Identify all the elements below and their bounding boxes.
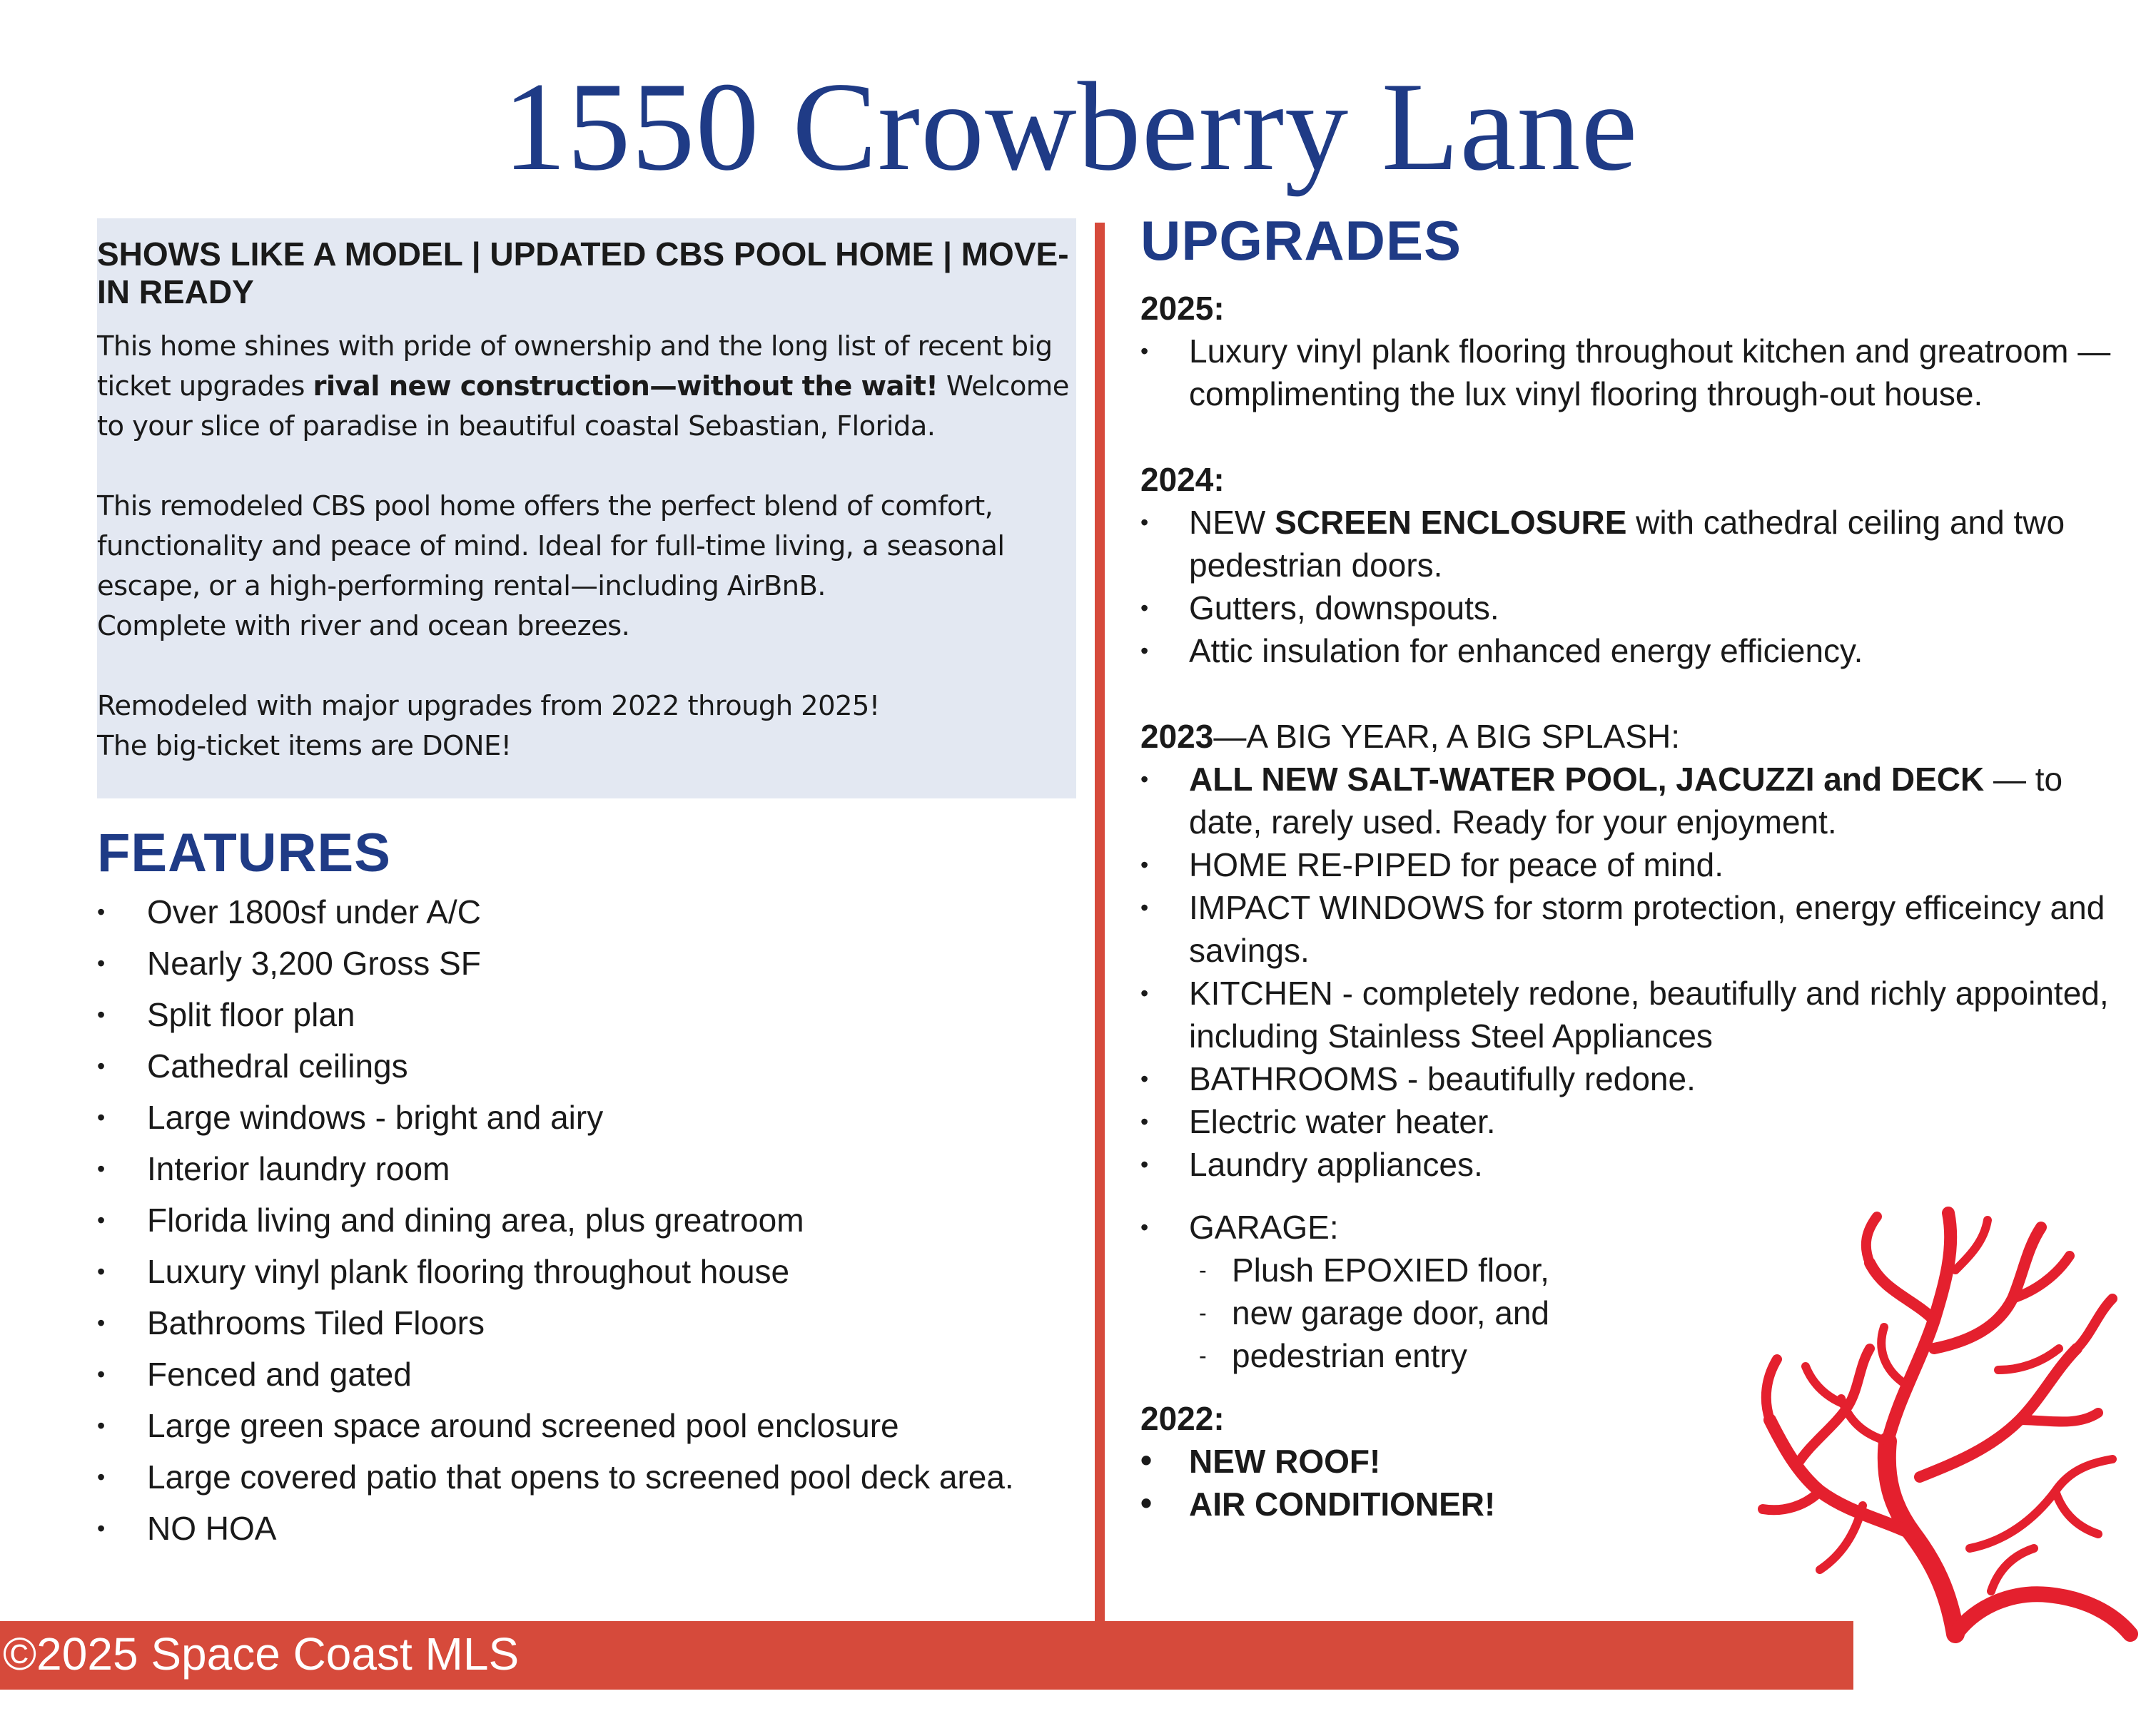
feature-item: • Interior laundry room	[97, 1147, 1014, 1199]
intro-p1-text-b: Welcome to your slice of paradise in beautiful coastal Sebastian, Florida.	[97, 370, 1069, 442]
feature-item: • Over 1800sf under A/C	[97, 890, 1014, 942]
footer-copyright: ©2025 Space Coast MLS	[3, 1628, 520, 1680]
intro-p1-text-a: This home shines with pride of ownership and the long list of recent big ticket upgrades	[97, 330, 1053, 402]
feature-item: • Nearly 3,200 Gross SF	[97, 942, 1014, 993]
feature-item: • Large windows - bright and airy	[97, 1096, 1014, 1147]
upgrade-item: • Electric water heater.	[1140, 1100, 2125, 1143]
feature-item: • Cathedral ceilings	[97, 1045, 1014, 1096]
intro-p1-bold: rival new construction—without the wait!	[313, 370, 938, 402]
garage-subitem: - Plush EPOXIED floor,	[1189, 1249, 2125, 1291]
year-2025-label: 2025:	[1140, 290, 1225, 327]
feature-item: • Fenced and gated	[97, 1353, 1014, 1404]
features-title: FEATURES	[97, 823, 391, 883]
feature-item: • Bathrooms Tiled Floors	[97, 1301, 1014, 1353]
year-2023-label	[1140, 715, 2125, 758]
features-list	[97, 890, 1014, 1558]
upgrade-item: • Luxury vinyl plank flooring throughout kitchen and greatroom —complimenting the lux vinyl flooring through-out house.	[1140, 330, 2125, 415]
upgrade-item: • HOME RE-PIPED for peace of mind.	[1140, 843, 2125, 886]
upgrade-item	[1140, 501, 2125, 587]
intro-paragraph-3: Remodeled with major upgrades from 2022 through 2025! The big-ticket items are DONE!	[97, 690, 880, 762]
column-divider	[1095, 223, 1105, 1624]
garage-subitem: - new garage door, and	[1189, 1291, 2125, 1334]
upgrade-item: • Attic insulation for enhanced energy efficiency.	[1140, 629, 2125, 672]
upgrades-title: UPGRADES	[1140, 209, 1462, 272]
upgrade-item: • Gutters, downspouts.	[1140, 587, 2125, 629]
year-2023-number: 2023	[1140, 718, 1214, 755]
upgrade-text-bold: ALL NEW SALT-WATER POOL, JACUZZI and DECK	[1189, 761, 1985, 798]
feature-item: • Split floor plan	[97, 993, 1014, 1045]
upgrade-text: with cathedral ceiling and two pedestrian doors.	[1189, 504, 2065, 584]
upgrade-item: • BATHROOMS - beautifully redone.	[1140, 1057, 2125, 1100]
intro-heading: SHOWS LIKE A MODEL | UPDATED CBS POOL HOME | MOVE-IN READY	[97, 235, 1069, 310]
upgrade-item	[1140, 758, 2125, 843]
garage-label: GARAGE:	[1189, 1209, 1339, 1246]
upgrade-text: — to date, rarely used. Ready for your enjoyment.	[1189, 761, 2063, 841]
year-2022-label: 2022:	[1140, 1400, 1225, 1437]
garage-subitem: - pedestrian entry	[1189, 1334, 2125, 1377]
intro-body	[97, 327, 1089, 766]
intro-paragraph-1	[97, 327, 1089, 447]
upgrade-text: NEW	[1189, 504, 1275, 541]
upgrade-item: • KITCHEN - completely redone, beautifully and richly appointed, including Stainless Steel Appliances	[1140, 972, 2125, 1057]
feature-item: • Large green space around screened pool enclosure	[97, 1404, 1014, 1456]
upgrade-item: • AIR CONDITIONER!	[1140, 1483, 2125, 1526]
upgrade-item: • Laundry appliances.	[1140, 1143, 2125, 1186]
year-2023-list	[1140, 758, 2125, 1186]
upgrade-text-bold: SCREEN ENCLOSURE	[1275, 504, 1627, 541]
feature-item: • Luxury vinyl plank flooring throughout house	[97, 1250, 1014, 1301]
coral-icon	[1741, 1206, 2141, 1655]
year-2023-subtitle: —A BIG YEAR, A BIG SPLASH:	[1213, 718, 1681, 755]
feature-item: • NO HOA	[97, 1507, 1014, 1558]
feature-item: • Large covered patio that opens to screened pool deck area.	[97, 1456, 1014, 1507]
year-2025-list	[1140, 330, 2125, 415]
upgrade-item: • NEW ROOF!	[1140, 1440, 2125, 1483]
intro-paragraph-2: This remodeled CBS pool home offers the perfect blend of comfort, functionality and peace of mind. Ideal for full-time living, a seasonal escape, or a high-performing rental—including AirBnB. Complete with river and ocean breezes.	[97, 490, 1005, 642]
feature-item: • Florida living and dining area, plus greatroom	[97, 1199, 1014, 1250]
upgrade-item: • IMPACT WINDOWS for storm protection, energy efficeincy and savings.	[1140, 886, 2125, 972]
year-2024-list	[1140, 501, 2125, 672]
year-2024-label: 2024:	[1140, 461, 1225, 498]
page-title: 1550 Crowberry Lane	[502, 56, 1639, 197]
